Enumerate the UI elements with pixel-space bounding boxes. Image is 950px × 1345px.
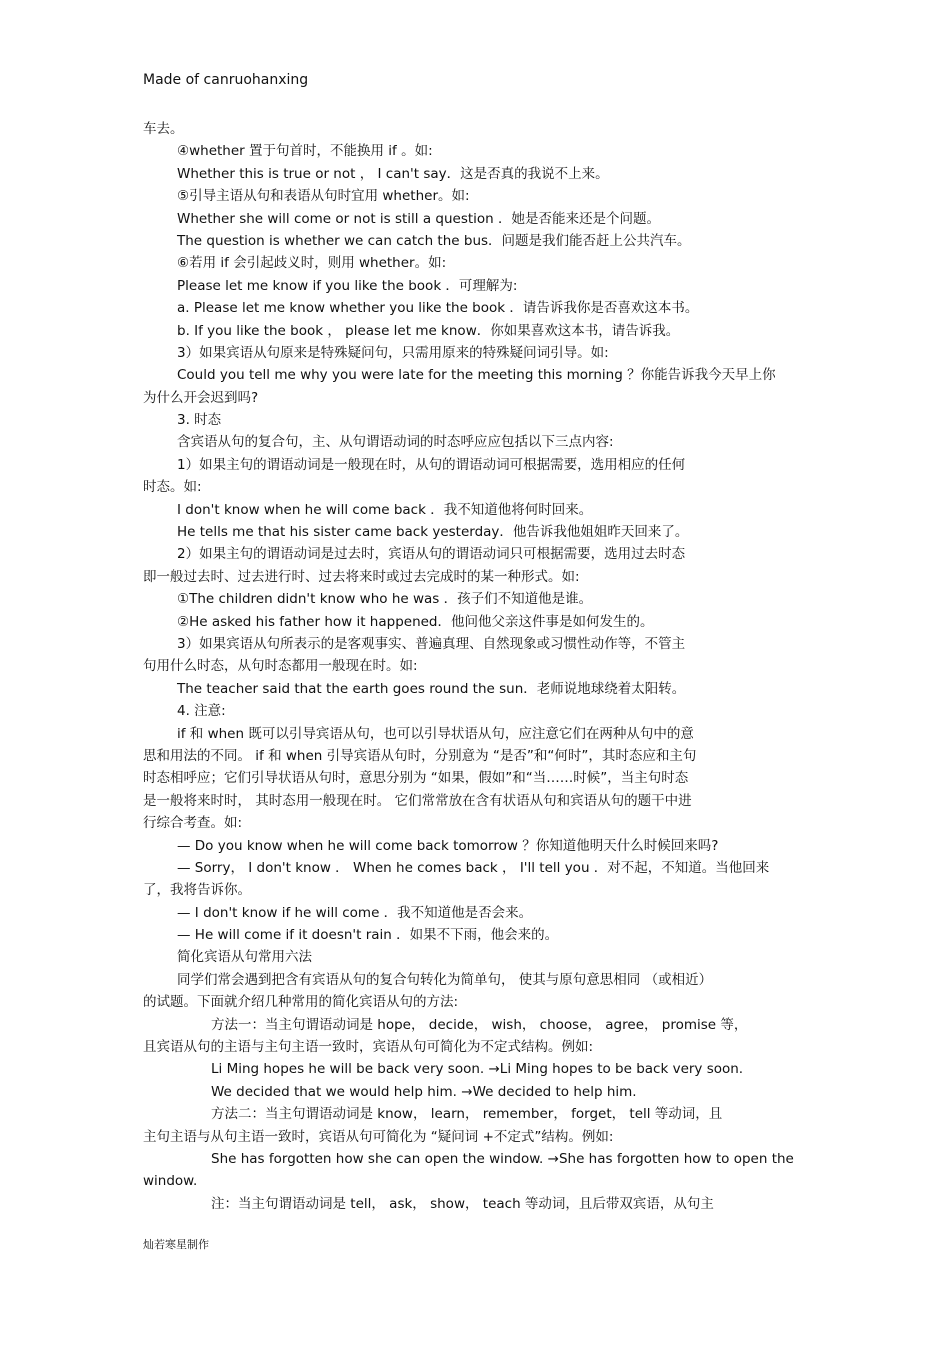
text-line: 行综合考查。如:: [143, 815, 243, 832]
document-body: [143, 118, 833, 1215]
text-line: 方法二：当主句谓语动词是 know， learn， remember， forget， tell 等动词，且: [211, 1106, 723, 1123]
text-line: 思和用法的不同。 if 和 when 引导宾语从句时，分别意为 “是否”和“何时”，其时态应和主句: [143, 747, 697, 764]
text-line: 方法一：当主句谓语动词是 hope， decide， wish， choose， agree， promise 等，: [211, 1016, 748, 1033]
text-line: 含宾语从句的复合句，主、从句谓语动词的时态呼应应包括以下三点内容:: [177, 434, 614, 451]
text-line: I don't know when he will come back ．我不知道他将何时回来。: [177, 501, 593, 518]
text-line: Whether this is true or not ， I can't say．这是否真的我说不上来。: [177, 165, 609, 182]
page-header: Made of canruohanxing: [143, 72, 309, 88]
text-line: 车去。: [143, 121, 184, 137]
text-line: Whether she will come or not is still a question ．她是否能来还是个问题。: [177, 210, 661, 227]
text-line: He tells me that his sister came back yesterday．他告诉我他姐姐昨天回来了。: [177, 524, 689, 541]
text-line: 即一般过去时、过去进行时、过去将来时或过去完成时的某一种形式。如:: [143, 568, 580, 585]
text-line: 的试题。下面就介绍几种常用的简化宾语从句的方法:: [143, 994, 459, 1011]
text-line: b. If you like the book ， please let me know．你如果喜欢这本书，请告诉我。: [177, 322, 680, 339]
text-line: 是一般将来时时， 其时态用一般现在时。 它们常常放在含有状语从句和宾语从句的题干中进: [143, 792, 692, 809]
text-line: Could you tell me why you were late for the meeting this morning ？你能告诉我今天早上你: [177, 367, 776, 384]
text-line: — I don't know if he will come ．我不知道他是否会来。: [177, 904, 533, 921]
text-line: ④whether 置于句首时，不能换用 if 。如:: [177, 143, 433, 160]
text-line: 句用什么时态，从句时态都用一般现在时。如:: [143, 658, 418, 675]
text-line: 2）如果主句的谓语动词是过去时，宾语从句的谓语动词只可根据需要，选用过去时态: [177, 546, 686, 563]
text-line: 3. 时态: [177, 412, 222, 429]
text-line: ②He asked his father how it happened．他问他父亲这件事是如何发生的。: [177, 613, 654, 630]
text-line: a. Please let me know whether you like the book ．请告诉我你是否喜欢这本书。: [177, 300, 699, 317]
text-line: — Sorry， I don't know ． When he comes back ， I'll tell you ．对不起，不知道。当他回来: [177, 859, 770, 876]
text-line: 注：当主句谓语动词是 tell， ask， show， teach 等动词，且后带双宾语，从句主: [211, 1195, 714, 1212]
text-line: 1）如果主句的谓语动词是一般现在时，从句的谓语动词可根据需要，选用相应的任何: [177, 456, 686, 473]
page-footer: 灿若寒星制作: [143, 1238, 209, 1251]
text-line: 3）如果宾语从句原来是特殊疑问句，只需用原来的特殊疑问词引导。如:: [177, 344, 609, 361]
text-line: 为什么开会迟到吗?: [143, 389, 259, 406]
text-line: — Do you know when he will come back tomorrow ？你知道他明天什么时候回来吗?: [177, 837, 719, 854]
text-line: 时态相呼应；它们引导状语从句时，意思分别为 “如果，假如”和“当……时候”，当主句时态: [143, 770, 689, 787]
text-line: 3）如果宾语从句所表示的是客观事实、普遍真理、自然现象或习惯性动作等，不管主: [177, 635, 686, 652]
text-line: 简化宾语从句常用六法: [177, 949, 312, 966]
text-line: She has forgotten how she can open the window. →She has forgotten how to open the: [211, 1150, 794, 1167]
text-line: ①The children didn't know who he was ．孩子们不知道他是谁。: [177, 591, 593, 608]
text-line: Li Ming hopes he will be back very soon. →Li Ming hopes to be back very soon.: [211, 1061, 744, 1078]
text-line: The teacher said that the earth goes round the sun．老师说地球绕着太阳转。: [177, 680, 686, 697]
text-line: The question is whether we can catch the bus．问题是我们能否赶上公共汽车。: [177, 232, 691, 249]
text-line: 了，我将告诉你。: [143, 882, 251, 899]
text-line: 且宾语从句的主语与主句主语一致时，宾语从句可简化为不定式结构。例如:: [143, 1039, 594, 1056]
text-line: window.: [143, 1173, 198, 1190]
text-line: Please let me know if you like the book ．可理解为:: [177, 277, 518, 294]
text-line: 4. 注意:: [177, 703, 226, 720]
text-line: 主句主语与从句主语一致时，宾语从句可简化为 “疑问词 +不定式”结构。例如:: [143, 1128, 614, 1145]
text-line: 同学们常会遇到把含有宾语从句的复合句转化为简单句， 使其与原句意思相同 （或相近）: [177, 971, 713, 988]
text-line: 时态。如:: [143, 479, 202, 496]
text-line: ⑥若用 if 会引起歧义时，则用 whether。如:: [177, 255, 447, 272]
text-line: ⑤引导主语从句和表语从句时宜用 whether。如:: [177, 188, 470, 205]
text-line: if 和 when 既可以引导宾语从句，也可以引导状语从句，应注意它们在两种从句中的意: [177, 725, 694, 742]
text-line: We decided that we would help him. →We decided to help him.: [211, 1083, 637, 1100]
text-line: — He will come if it doesn't rain ．如果不下雨，他会来的。: [177, 927, 559, 944]
